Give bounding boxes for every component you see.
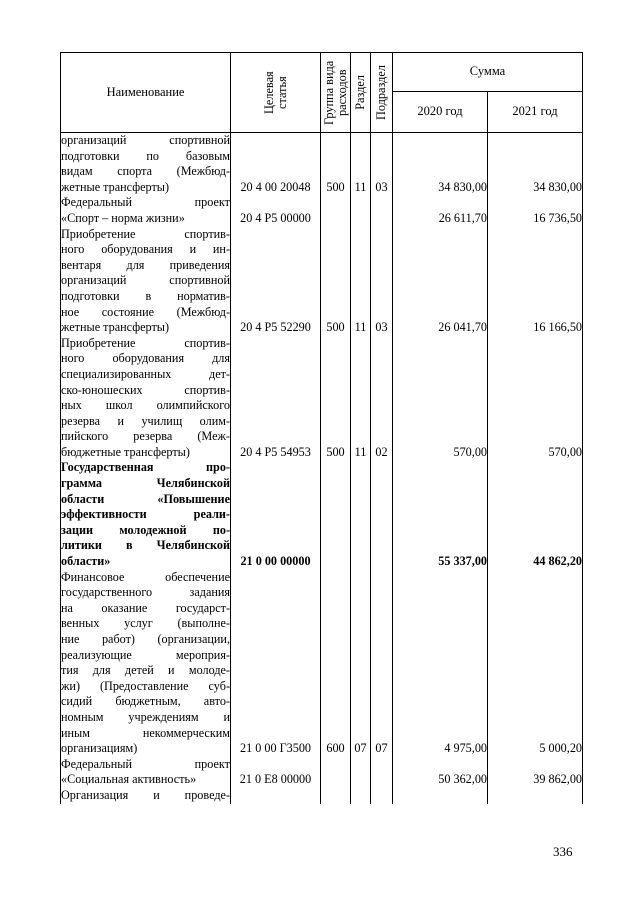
row-name-line: эффективности реали- xyxy=(61,507,230,522)
row-name-line: грамма Челябинской xyxy=(61,476,230,491)
row-name-line: Организация и проведе- xyxy=(61,787,230,802)
row-sum-2021: 34 830,00 xyxy=(488,133,583,196)
row-name-line: ного оборудования для xyxy=(61,351,230,366)
row-target-article: 20 4 00 20048 xyxy=(231,133,321,196)
header-subsection: Подраздел xyxy=(371,53,393,133)
row-sum-2021 xyxy=(488,788,583,804)
row-target-article xyxy=(231,788,321,804)
row-name-line: жетные трансферты) xyxy=(61,320,170,335)
header-name: Наименование xyxy=(61,53,231,133)
row-name-line: тия для детей и молоде- xyxy=(61,663,230,678)
row-name xyxy=(61,227,231,336)
row-name-line: номным учреждениям и xyxy=(61,709,230,724)
row-subsection xyxy=(371,460,393,569)
row-expense-group xyxy=(321,788,351,804)
row-name-line: Федеральный проект xyxy=(61,756,230,771)
row-name xyxy=(61,460,231,569)
row-expense-group xyxy=(321,757,351,788)
row-name xyxy=(61,195,231,226)
table-body xyxy=(61,133,583,804)
row-name-line: ное состояние (Межбюд- xyxy=(61,304,230,319)
row-expense-group: 600 xyxy=(321,570,351,757)
row-expense-group xyxy=(321,195,351,226)
row-subsection xyxy=(371,757,393,788)
row-sum-2021: 5 000,20 xyxy=(488,570,583,757)
table-row xyxy=(61,336,583,461)
row-sum-2021: 39 862,00 xyxy=(488,757,583,788)
row-sum-2021: 44 862,20 xyxy=(488,460,583,569)
row-name-line: подготовки по базовым xyxy=(61,148,230,163)
row-name-line: Федеральный проект xyxy=(61,195,230,210)
row-name-line: Государственная про- xyxy=(61,460,230,475)
table-row xyxy=(61,570,583,757)
row-name xyxy=(61,336,231,461)
row-name-line: ние работ) (организации, xyxy=(61,632,230,646)
row-sum-2020: 26 611,70 xyxy=(393,195,488,226)
table-row xyxy=(61,460,583,569)
header-target-article: Целевая статья xyxy=(231,53,321,133)
row-name-line: жетные трансферты) xyxy=(61,179,170,194)
header-expense-group: Группа вида расходов xyxy=(321,53,351,133)
table-row xyxy=(61,227,583,336)
table-row xyxy=(61,757,583,788)
row-name-line: «Спорт – норма жизни» xyxy=(61,210,185,225)
row-name-line: Приобретение спортив- xyxy=(61,226,230,241)
row-sum-2020: 26 041,70 xyxy=(393,227,488,336)
row-subsection: 03 xyxy=(371,133,393,196)
row-target-article: 20 4 P5 00000 xyxy=(231,195,321,226)
row-sum-2020: 570,00 xyxy=(393,336,488,461)
row-name-line: жи) (Предоставление суб- xyxy=(61,678,230,693)
row-target-article: 21 0 00 Г3500 xyxy=(231,570,321,757)
row-name-line: ного оборудования и ин- xyxy=(61,242,230,257)
row-name-line: области «Повышение xyxy=(61,491,230,506)
row-name-line: видам спорта (Межбюд- xyxy=(61,164,230,179)
row-name-line: государственного задания xyxy=(61,585,230,600)
row-name-line: организаций спортивной xyxy=(61,133,230,147)
row-target-article: 21 0 E8 00000 xyxy=(231,757,321,788)
row-subsection xyxy=(371,195,393,226)
row-sum-2021: 16 736,50 xyxy=(488,195,583,226)
row-sum-2020 xyxy=(393,788,488,804)
row-sum-2020: 55 337,00 xyxy=(393,460,488,569)
row-target-article: 20 4 P5 54953 xyxy=(231,336,321,461)
row-name xyxy=(61,570,231,757)
row-section xyxy=(351,757,371,788)
row-section: 07 xyxy=(351,570,371,757)
row-name-line: области» xyxy=(61,554,111,569)
row-name-line: на оказание государст- xyxy=(61,600,230,615)
row-subsection: 07 xyxy=(371,570,393,757)
row-name-line: сидий бюджетным, авто- xyxy=(61,694,230,709)
row-sum-2020: 34 830,00 xyxy=(393,133,488,196)
row-name-line: резерва и училищ олим- xyxy=(61,413,230,428)
row-sum-2021: 16 166,50 xyxy=(488,227,583,336)
row-name-line: венных услуг (выполне- xyxy=(61,616,230,631)
table-row xyxy=(61,788,583,804)
row-name-line: ных школ олимпийского xyxy=(61,398,230,413)
row-name-line: «Социальная активность» xyxy=(61,772,197,787)
row-name-line: организациям) xyxy=(61,741,138,756)
row-section: 11 xyxy=(351,336,371,461)
row-subsection xyxy=(371,788,393,804)
row-name-line: вентаря для приведения xyxy=(61,257,230,272)
row-subsection: 03 xyxy=(371,227,393,336)
table-row xyxy=(61,133,583,196)
row-name-line: ско-юношеских спортив- xyxy=(61,382,230,397)
row-name-line: бюджетные трансферты) xyxy=(61,444,190,459)
row-section: 11 xyxy=(351,227,371,336)
header-sum: Сумма xyxy=(393,53,583,92)
row-name-line: Приобретение спортив- xyxy=(61,335,230,350)
row-sum-2020: 50 362,00 xyxy=(393,757,488,788)
row-name xyxy=(61,133,231,196)
row-name-line: реализующие мероприя- xyxy=(61,647,230,662)
row-section xyxy=(351,195,371,226)
row-name-line: зации молодежной по- xyxy=(61,522,230,537)
row-target-article: 20 4 P5 52290 xyxy=(231,227,321,336)
row-expense-group xyxy=(321,460,351,569)
page-number: 336 xyxy=(553,844,573,859)
row-name-line: Финансовое обеспечение xyxy=(61,569,230,584)
row-expense-group: 500 xyxy=(321,133,351,196)
row-expense-group: 500 xyxy=(321,227,351,336)
row-name-line: литики в Челябинской xyxy=(61,538,230,553)
row-name-line: подготовки в норматив- xyxy=(61,288,230,303)
header-section: Раздел xyxy=(351,53,371,133)
table-row xyxy=(61,195,583,226)
row-name xyxy=(61,788,231,804)
row-section: 11 xyxy=(351,133,371,196)
row-name-line: иным некоммерческим xyxy=(61,725,230,740)
row-target-article: 21 0 00 00000 xyxy=(231,460,321,569)
row-section xyxy=(351,460,371,569)
row-name-line: организаций спортивной xyxy=(61,273,230,288)
row-expense-group: 500 xyxy=(321,336,351,461)
header-year-2020: 2020 год xyxy=(393,92,488,133)
budget-table xyxy=(60,52,583,804)
header-year-2021: 2021 год xyxy=(488,92,583,133)
row-section xyxy=(351,788,371,804)
row-name-line: специализированных дет- xyxy=(61,366,230,381)
row-name-line: пийского резерва (Меж- xyxy=(61,429,230,444)
row-sum-2021: 570,00 xyxy=(488,336,583,461)
row-subsection: 02 xyxy=(371,336,393,461)
row-sum-2020: 4 975,00 xyxy=(393,570,488,757)
row-name xyxy=(61,757,231,788)
